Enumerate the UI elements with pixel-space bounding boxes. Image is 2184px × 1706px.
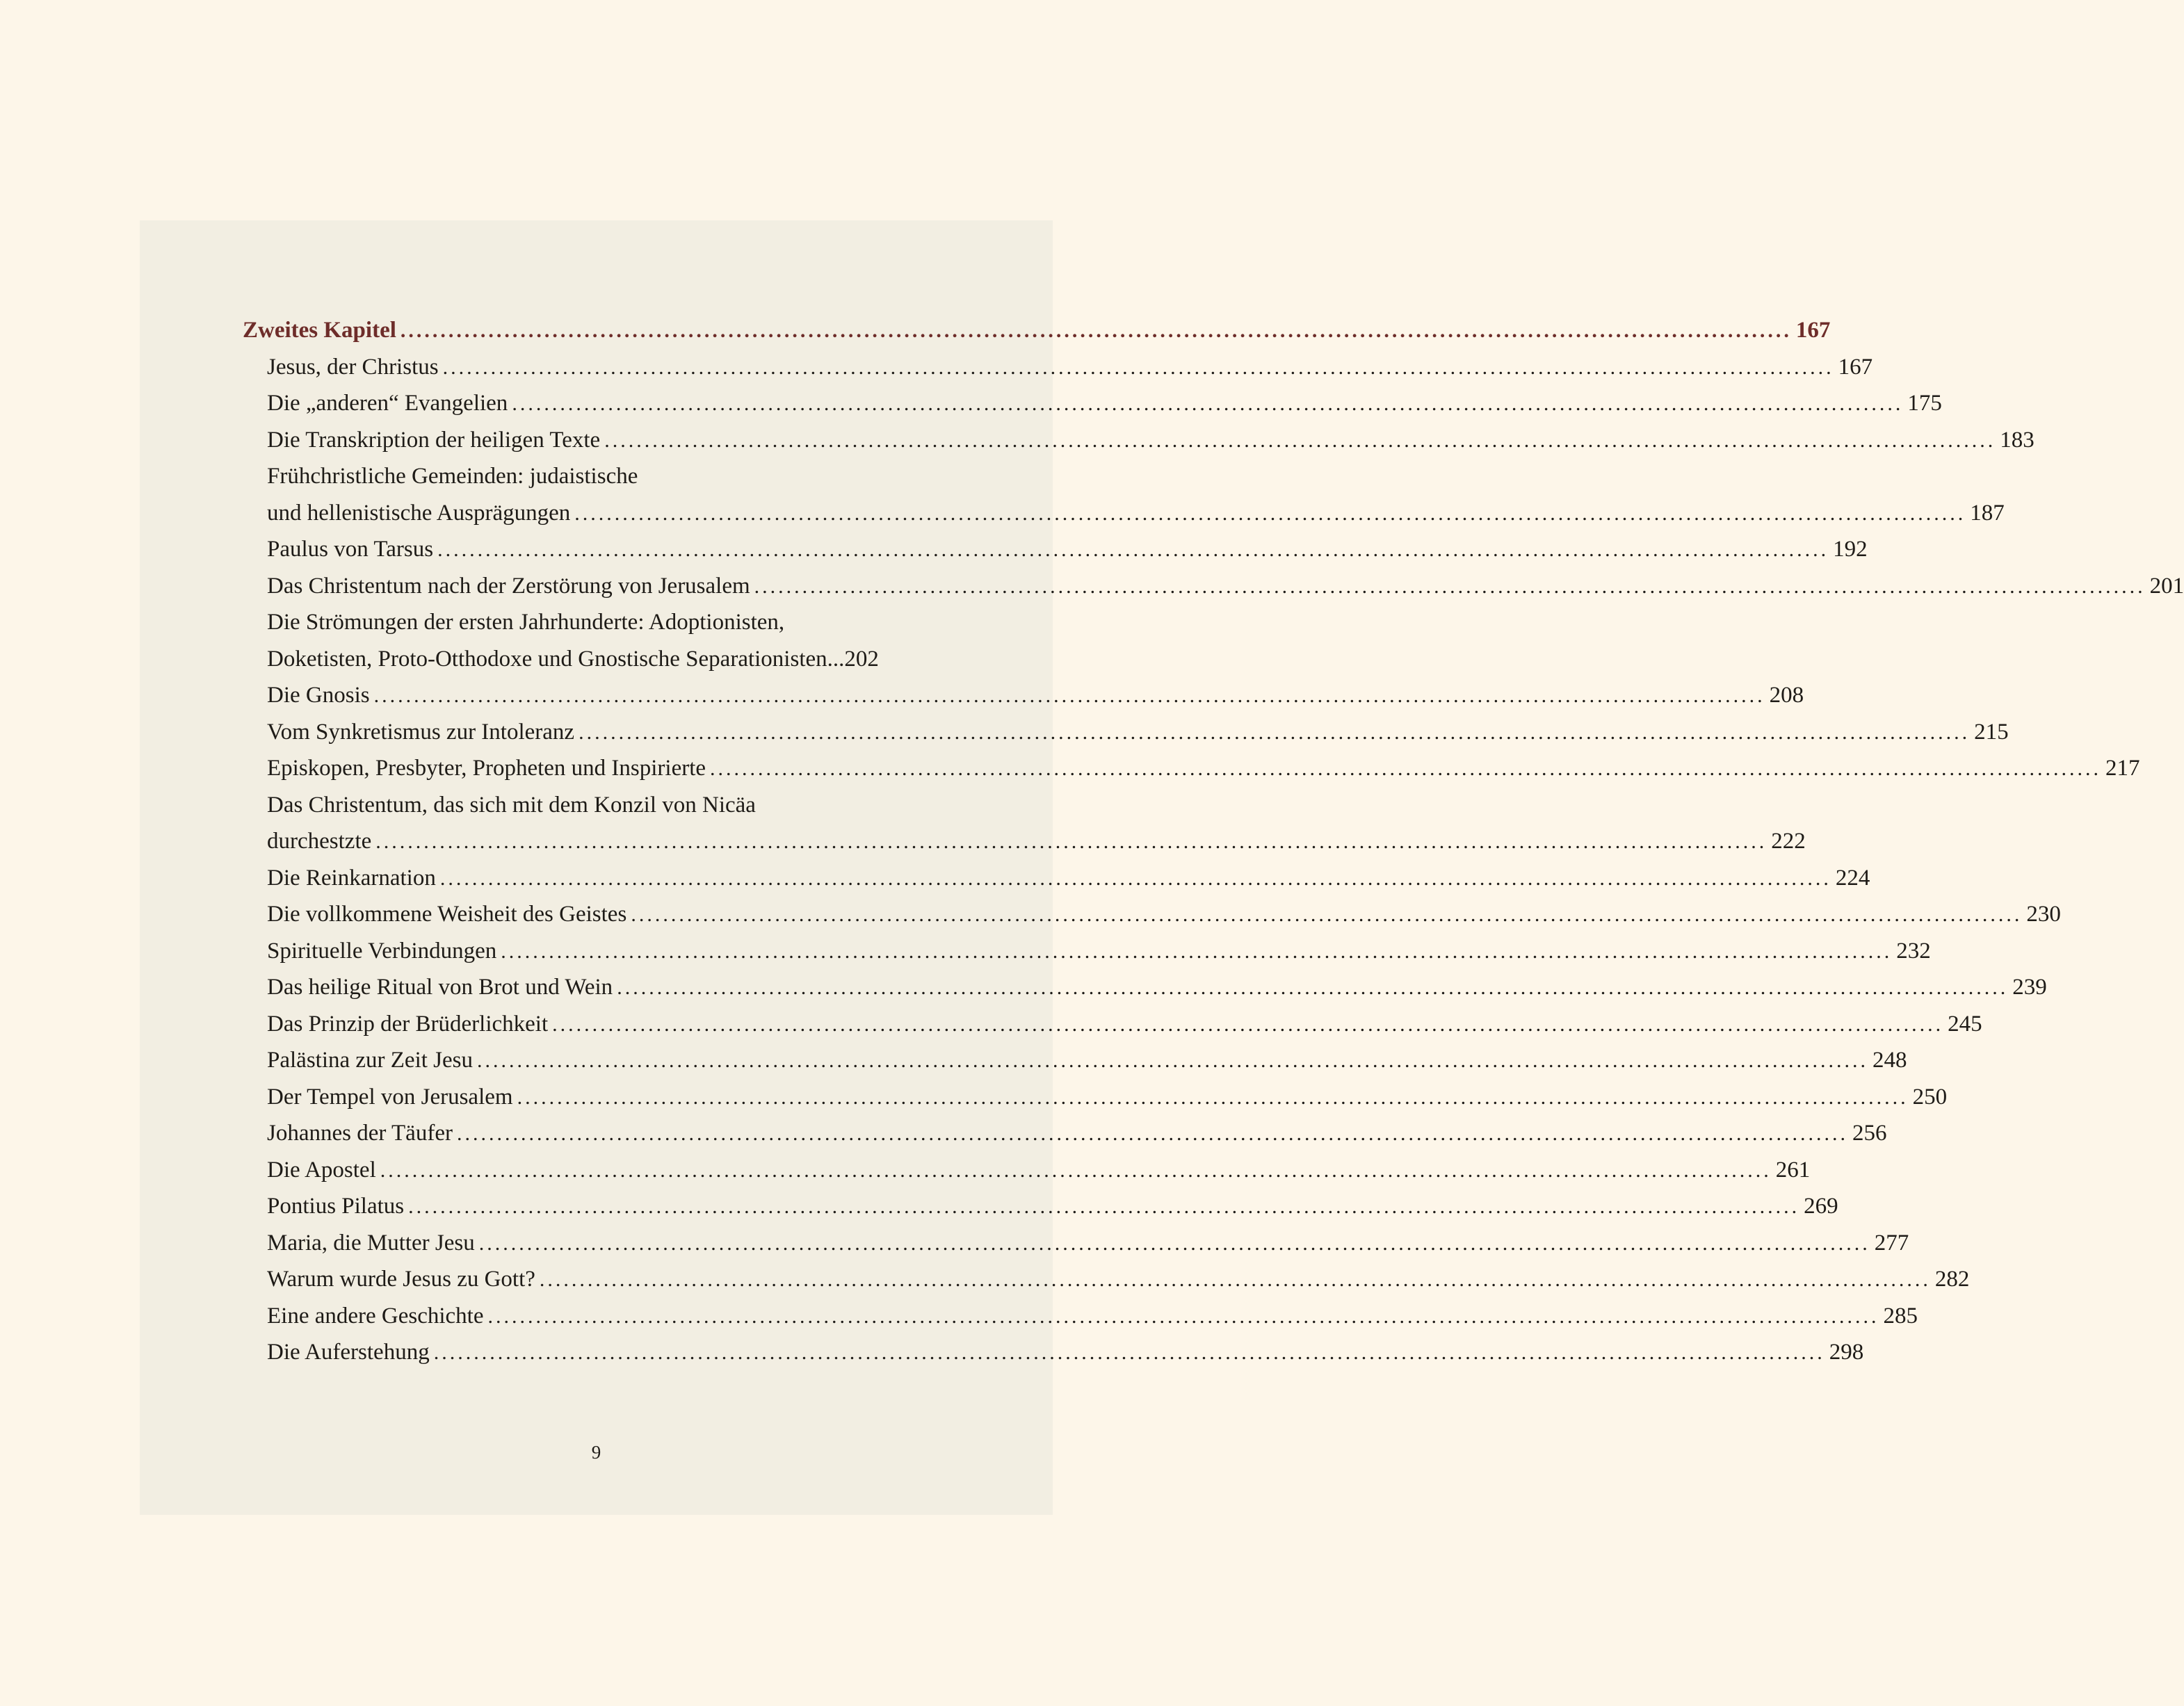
toc-leader-dots — [380, 1159, 1772, 1183]
toc-leader-dots — [457, 1122, 1848, 1146]
toc-entry — [243, 1340, 1864, 1376]
toc-entry — [243, 464, 931, 501]
toc-entry-title: Die „anderen“ Evangelien — [267, 391, 508, 416]
toc-entry — [243, 1121, 1887, 1157]
toc-leader-dots — [401, 319, 1792, 343]
toc-leader-dots — [375, 830, 1767, 854]
toc-leader-dots — [374, 684, 1765, 708]
toc-entry — [243, 573, 2184, 610]
toc-entry-title: Das heilige Ritual von Brot und Wein — [267, 975, 613, 1000]
toc-leader-dots — [574, 502, 1966, 526]
toc-entry — [243, 829, 1806, 866]
toc-entry-page: 261 — [1775, 1157, 1811, 1183]
toc-entry — [243, 1084, 1948, 1121]
toc-entry-title: Warum wurde Jesus zu Gott? — [267, 1267, 535, 1292]
toc-entry-page: 201 — [2149, 573, 2184, 599]
toc-entry-title: Die Transkription der heiligen Texte — [267, 427, 601, 453]
toc-entry — [243, 647, 931, 683]
toc-leader-dots — [488, 1305, 1879, 1329]
toc-entry-title: Die Apostel — [267, 1157, 376, 1183]
toc-leader-dots — [540, 1268, 1931, 1292]
toc-leader-dots — [437, 538, 1829, 562]
toc-entry-page: 248 — [1872, 1048, 1907, 1073]
toc-entry — [243, 793, 931, 829]
toc-entry-title: Maria, die Mutter Jesu — [267, 1230, 475, 1256]
toc-leader-dots — [710, 757, 2101, 781]
toc-leader-dots — [479, 1232, 1870, 1256]
toc-entry-title: Das Christentum nach der Zerstörung von Jerusalem — [267, 573, 750, 599]
toc-entry-title: Palästina zur Zeit Jesu — [267, 1048, 474, 1073]
toc-entry-page: 183 — [2000, 427, 2035, 453]
toc-entry-title: Die vollkommene Weisheit des Geistes — [267, 902, 627, 927]
toc-entry-page: 269 — [1804, 1194, 1838, 1219]
toc-entry-title: Zweites Kapitel — [243, 318, 396, 343]
toc-entry — [243, 427, 2035, 464]
toc-leader-dots — [477, 1049, 1868, 1073]
toc-leader-dots — [579, 721, 1970, 745]
toc-leader-dots — [552, 1013, 1943, 1037]
toc-entry-page: 167 — [1795, 318, 1831, 343]
toc-entry — [243, 1267, 1970, 1303]
toc-entry-page: 222 — [1771, 829, 1806, 854]
toc-entry-title: durchestzte — [267, 829, 372, 854]
toc-entry-page: 192 — [1833, 537, 1868, 562]
toc-entry — [243, 902, 2061, 939]
toc-entry-title: Paulus von Tarsus — [267, 537, 434, 562]
toc-entry — [243, 865, 1870, 902]
toc-leader-dots — [617, 976, 2008, 1000]
toc-entry-page: 175 — [1907, 391, 1942, 416]
toc-entry-title: und hellenistische Ausprägungen — [267, 500, 571, 526]
toc-entry — [243, 719, 2009, 756]
toc-entry — [243, 391, 1942, 428]
toc-entry — [243, 1011, 1982, 1048]
toc-leader-dots — [631, 903, 2022, 927]
toc-entry — [243, 500, 2005, 537]
toc-entry-title: Frühchristliche Gemeinden: judaistische — [267, 464, 638, 489]
toc-entry-page: 277 — [1874, 1230, 1909, 1256]
table-of-contents — [243, 318, 2184, 1376]
toc-entry-page: 250 — [1912, 1084, 1948, 1110]
toc-entry-page: 208 — [1769, 683, 1804, 708]
toc-entry — [243, 938, 1931, 975]
toc-entry-page: 230 — [2026, 902, 2061, 927]
toc-entry-title: Pontius Pilatus — [267, 1194, 405, 1219]
toc-entry-page: 256 — [1852, 1121, 1887, 1146]
toc-entry-title: Episkopen, Presbyter, Propheten und Inspirierte — [267, 756, 706, 781]
toc-entry-title: Doketisten, Proto-Otthodoxe und Gnostische Separationisten...202 — [267, 646, 879, 672]
toc-entry — [243, 1230, 1909, 1267]
toc-entry — [243, 975, 2047, 1012]
toc-entry — [243, 1157, 1811, 1194]
toc-entry-title: Der Tempel von Jerusalem — [267, 1084, 513, 1110]
toc-entry — [243, 354, 1873, 391]
toc-entry-title: Die Gnosis — [267, 683, 370, 708]
toc-entry — [243, 1048, 1907, 1084]
toc-entry — [243, 318, 1831, 355]
toc-leader-dots — [440, 867, 1831, 891]
toc-entry-title: Jesus, der Christus — [267, 354, 439, 380]
toc-entry — [243, 537, 1868, 574]
toc-leader-dots — [604, 429, 1996, 453]
toc-leader-dots — [517, 1086, 1909, 1110]
book-page — [140, 220, 2184, 1515]
toc-entry-page: 187 — [1970, 500, 2005, 526]
toc-entry-title: Die Reinkarnation — [267, 865, 436, 891]
toc-entry-title: Johannes der Täufer — [267, 1121, 453, 1146]
toc-entry-page: 245 — [1948, 1011, 1982, 1037]
toc-entry — [243, 1303, 1918, 1340]
toc-entry — [243, 756, 2140, 793]
toc-entry-title: Das Christentum, das sich mit dem Konzil von Nicäa — [267, 792, 756, 818]
toc-entry-page: 224 — [1835, 865, 1870, 891]
toc-entry-page: 217 — [2105, 756, 2140, 781]
toc-entry — [243, 683, 1804, 720]
toc-leader-dots — [501, 940, 1892, 964]
toc-entry-page: 285 — [1883, 1303, 1918, 1329]
page-number: 9 — [591, 1442, 601, 1463]
toc-leader-dots — [408, 1195, 1799, 1219]
toc-entry-page: 298 — [1829, 1340, 1864, 1365]
toc-leader-dots — [754, 575, 2146, 599]
toc-entry-page: 232 — [1896, 938, 1931, 964]
toc-leader-dots — [443, 356, 1834, 380]
toc-entry-page: 215 — [1974, 719, 2009, 745]
toc-leader-dots — [512, 392, 1903, 416]
toc-entry-title: Die Auferstehung — [267, 1340, 430, 1365]
toc-entry-title: Die Strömungen der ersten Jahrhunderte: Adoptionisten, — [267, 610, 785, 635]
toc-entry — [243, 1194, 1838, 1230]
toc-entry-title: Spirituelle Verbindungen — [267, 938, 497, 964]
toc-leader-dots — [434, 1341, 1825, 1365]
toc-entry-page: 282 — [1934, 1267, 1970, 1292]
toc-entry-title: Das Prinzip der Brüderlichkeit — [267, 1011, 549, 1037]
toc-entry-page: 167 — [1838, 354, 1873, 380]
toc-entry — [243, 610, 931, 647]
toc-entry-page: 239 — [2012, 975, 2047, 1000]
toc-entry-title: Eine andere Geschichte — [267, 1303, 484, 1329]
toc-entry-title: Vom Synkretismus zur Intoleranz — [267, 719, 575, 745]
